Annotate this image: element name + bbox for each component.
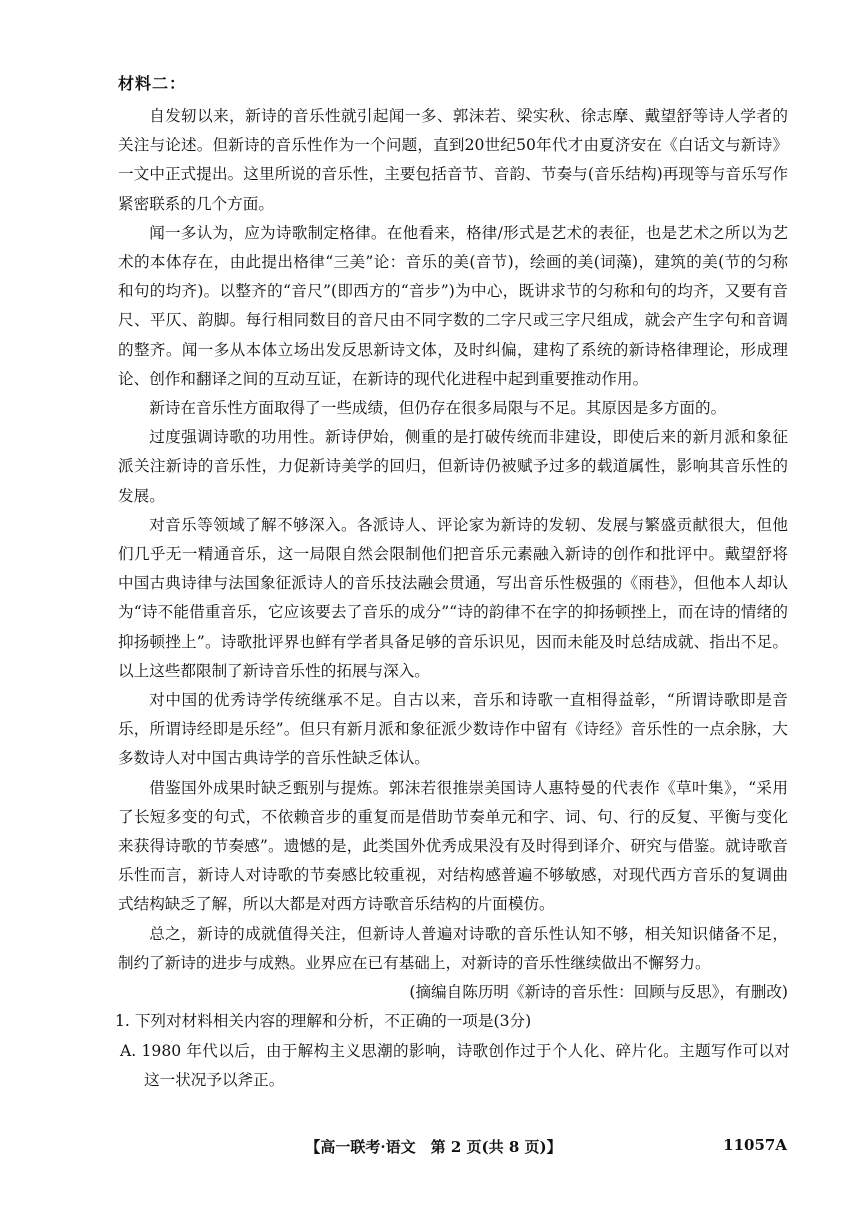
paragraph-4: 过度强调诗歌的功用性。新诗伊始，侧重的是打破传统而非建设，即使后来的新月派和象征派关注新诗的音乐性，力促新诗美学的回归，但新诗仍被赋予过多的载道属性，影响其音乐性的发展。 bbox=[118, 428, 788, 505]
paragraph-3: 新诗在音乐性方面取得了一些成绩，但仍存在很多局限与不足。其原因是多方面的。 bbox=[149, 399, 727, 418]
paragraph-2: 闻一多认为，应为诗歌制定格律。在他看来，格律/形式是艺术的表征，也是艺术之所以为艺术的本体存在，由此提出格律“三美”论：音乐的美(音节)，绘画的美(词藻)，建筑的美(节的匀称和句的均齐)。以整齐的“音尺”(即西方的“音步”)为中心，既讲求节的匀称和句的均齐，又要有音尺、平仄、韵脚。每行相同数目的音尺由不同字数的二字尺或三字尺组成，就会产生字句和音调的整齐。闻一多从本体立场出发反思新诗文体，及时纠偏，建构了系统的新诗格律理论，形成理论、创作和翻译之间的互动互证，在新诗的现代化进程中起到重要推动作用。 bbox=[118, 223, 788, 388]
paragraph-1: 自发轫以来，新诗的音乐性就引起闻一多、郭沫若、梁实秋、徐志摩、戴望舒等诗人学者的关注与论述。但新诗的音乐性作为一个问题，直到20世纪50年代才由夏济安在《白话文与新诗》一文中正式提出。这里所说的音乐性，主要包括音节、音韵、节奏与(音乐结构)再现等与音乐写作紧密联系的几个方面。 bbox=[118, 107, 788, 213]
paragraph-8: 总之，新诗的成就值得关注，但新诗人普遍对诗歌的音乐性认知不够，相关知识储备不足，制约了新诗的进步与成熟。业界应在已有基础上，对新诗的音乐性继续做出不懈努力。 bbox=[118, 924, 788, 972]
section-heading: 材料二： bbox=[118, 74, 187, 93]
source-citation: (摘编自陈历明《新诗的音乐性：回顾与反思》，有删改) bbox=[409, 983, 788, 1002]
paragraph-6: 对中国的优秀诗学传统继承不足。自古以来，音乐和诗歌一直相得益彰，“所谓诗歌即是音乐，所谓诗经即是乐经”。但只有新月派和象征派少数诗作中留有《诗经》音乐性的一点余脉，大多数诗人对中国古典诗学的音乐性缺乏体认。 bbox=[118, 691, 788, 768]
page-footer bbox=[0, 1136, 867, 1160]
option-a: A. 1980 年代以后，由于解构主义思潮的影响，诗歌创作过于个人化、碎片化。主题写作可以对这一状况予以斧正。 bbox=[120, 1041, 790, 1089]
footer-exam-code: 11057A bbox=[723, 1136, 787, 1154]
paragraph-5: 对音乐等领域了解不够深入。各派诗人、评论家为新诗的发轫、发展与繁盛贡献很大，但他们几乎无一精通音乐，这一局限自然会限制他们把音乐元素融入新诗的创作和批评中。戴望舒将中国古典诗律与法国象征派诗人的音乐技法融会贯通，写出音乐性极强的《雨巷》，但他本人却认为“诗不能借重音乐，它应该要去了音乐的成分”“诗的韵律不在字的抑扬顿挫上，而在诗的情绪的抑扬顿挫上”。诗歌批评界也鲜有学者具备足够的音乐识见，因而未能及时总结成就、指出不足。以上这些都限制了新诗音乐性的拓展与深入。 bbox=[118, 515, 788, 680]
footer-page-info: 【高一联考·语文 第 2 页(共 8 页)】 bbox=[305, 1138, 562, 1156]
paragraph-7: 借鉴国外成果时缺乏甄别与提炼。郭沫若很推崇美国诗人惠特曼的代表作《草叶集》，“采用了长短多变的句式，不依赖音步的重复而是借助节奏单元和字、词、句、行的反复、平衡与变化来获得诗歌的节奏感”。遗憾的是，此类国外优秀成果没有及时得到译介、研究与借鉴。就诗歌音乐性而言，新诗人对诗歌的节奏感比较重视，对结构感普遍不够敏感，对现代西方音乐的复调曲式结构缺乏了解，所以大都是对西方诗歌音乐结构的片面模仿。 bbox=[118, 778, 788, 914]
page-content bbox=[115, 74, 790, 1095]
question-stem: 1. 下列对材料相关内容的理解和分析，不正确的一项是(3分) bbox=[115, 1012, 532, 1031]
